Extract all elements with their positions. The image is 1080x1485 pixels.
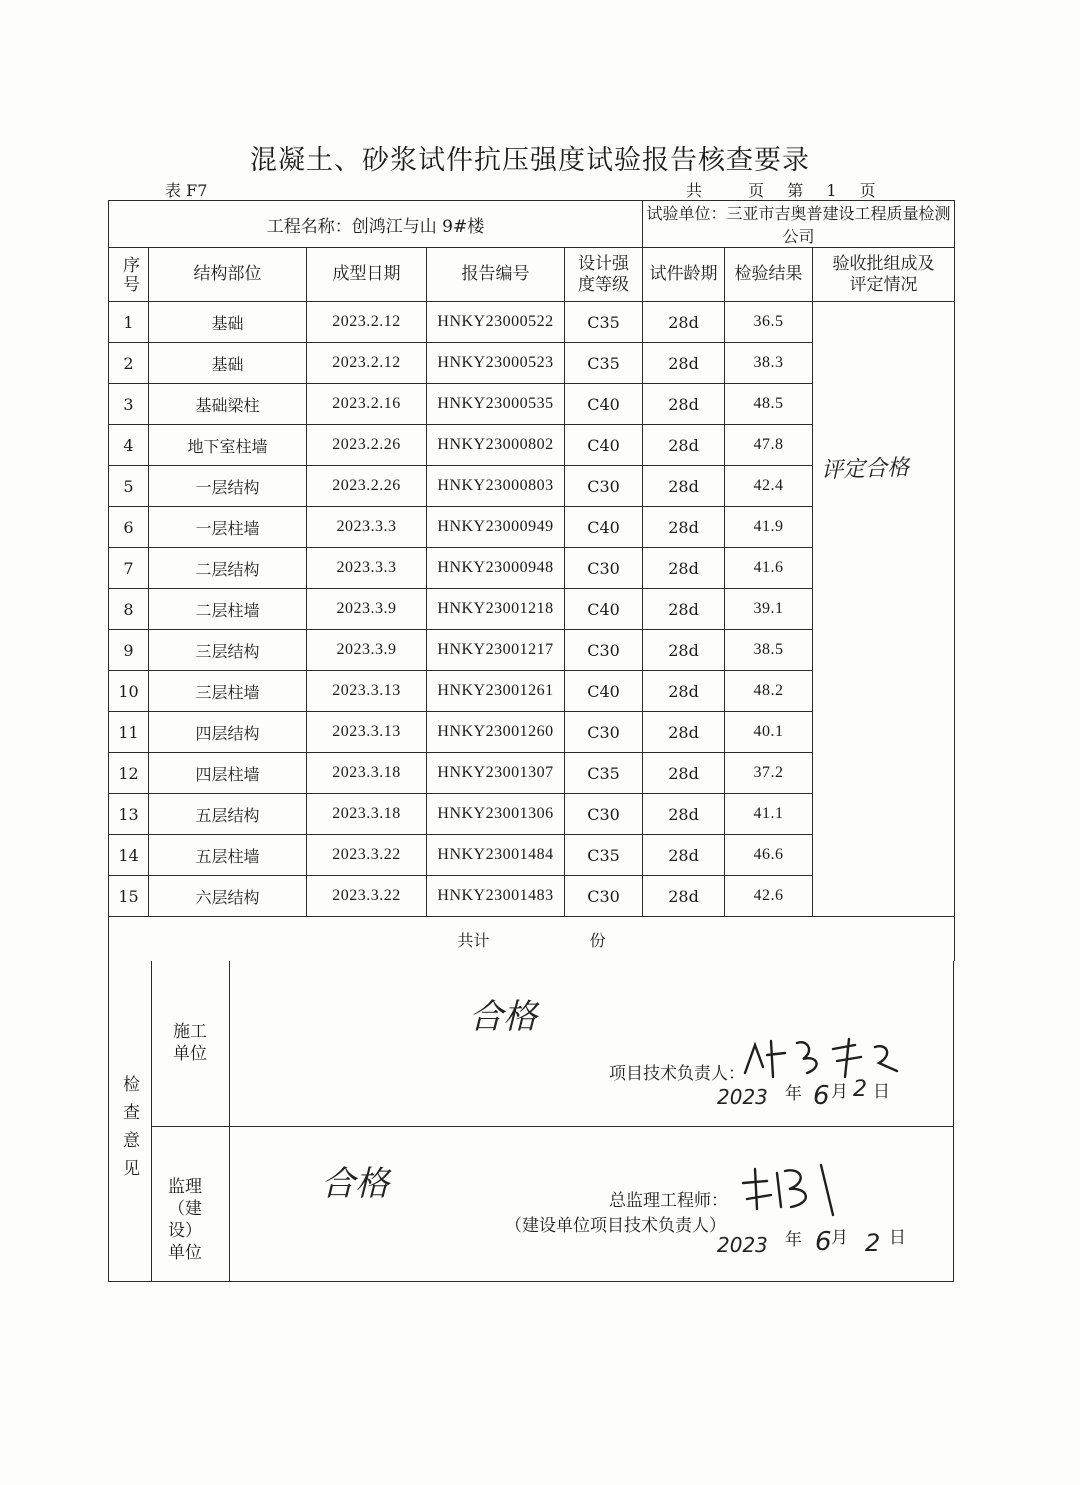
cell-age: 28d bbox=[643, 343, 725, 384]
cell-part: 基础梁柱 bbox=[149, 384, 307, 425]
cell-seq: 7 bbox=[109, 548, 149, 589]
cell-grade: C40 bbox=[565, 507, 643, 548]
cell-result: 42.4 bbox=[725, 466, 813, 507]
cell-part: 基础 bbox=[149, 302, 307, 343]
cell-seq: 11 bbox=[109, 712, 149, 753]
supervision-signer-sublabel: （建设单位项目技术负责人） bbox=[505, 1216, 726, 1236]
cell-age: 28d bbox=[643, 425, 725, 466]
supervision-date-year: 2023 bbox=[717, 1233, 768, 1257]
cell-date: 2023.3.22 bbox=[307, 835, 427, 876]
cell-date: 2023.3.18 bbox=[307, 753, 427, 794]
cell-date: 2023.2.12 bbox=[307, 343, 427, 384]
cell-seq: 10 bbox=[109, 671, 149, 712]
cell-grade: C40 bbox=[565, 425, 643, 466]
report-table bbox=[108, 200, 955, 961]
cell-result: 39.1 bbox=[725, 589, 813, 630]
cell-part: 五层结构 bbox=[149, 794, 307, 835]
cell-seq: 9 bbox=[109, 630, 149, 671]
cell-result: 41.6 bbox=[725, 548, 813, 589]
supervision-signer-label: 总监理工程师： bbox=[609, 1191, 728, 1211]
cell-age: 28d bbox=[643, 794, 725, 835]
total-label: 共计 bbox=[457, 930, 490, 950]
cell-part: 六层结构 bbox=[149, 876, 307, 917]
supervision-unit-cell bbox=[151, 1126, 230, 1281]
cell-report: HNKY23001218 bbox=[427, 589, 565, 630]
cell-seq: 8 bbox=[109, 589, 149, 630]
cell-date: 2023.2.16 bbox=[307, 384, 427, 425]
section-divider bbox=[229, 1126, 953, 1127]
cell-report: HNKY23000949 bbox=[427, 507, 565, 548]
header-grade: 设计强度等级 bbox=[565, 248, 643, 302]
cell-part: 地下室柱墙 bbox=[149, 425, 307, 466]
cell-date: 2023.3.3 bbox=[307, 548, 427, 589]
cell-grade: C30 bbox=[565, 712, 643, 753]
cell-result: 40.1 bbox=[725, 712, 813, 753]
cell-result: 48.2 bbox=[725, 671, 813, 712]
report-table-frame bbox=[108, 200, 954, 1282]
supervision-comment-handwriting: 合格 bbox=[321, 1164, 389, 1204]
cell-grade: C30 bbox=[565, 794, 643, 835]
header-result: 检验结果 bbox=[725, 248, 813, 302]
cell-grade: C30 bbox=[565, 630, 643, 671]
cell-report: HNKY23001261 bbox=[427, 671, 565, 712]
cell-part: 一层结构 bbox=[149, 466, 307, 507]
cell-grade: C30 bbox=[565, 466, 643, 507]
cell-report: HNKY23001484 bbox=[427, 835, 565, 876]
table-row bbox=[109, 302, 955, 343]
cell-grade: C35 bbox=[565, 302, 643, 343]
cell-seq: 15 bbox=[109, 876, 149, 917]
construction-comment-handwriting: 合格 bbox=[469, 997, 537, 1037]
cell-grade: C35 bbox=[565, 343, 643, 384]
cell-part: 二层结构 bbox=[149, 548, 307, 589]
cell-report: HNKY23001306 bbox=[427, 794, 565, 835]
header-part: 结构部位 bbox=[149, 248, 307, 302]
total-row bbox=[109, 917, 955, 962]
cell-seq: 4 bbox=[109, 425, 149, 466]
cell-seq: 13 bbox=[109, 794, 149, 835]
cell-date: 2023.3.22 bbox=[307, 876, 427, 917]
cell-part: 二层柱墙 bbox=[149, 589, 307, 630]
cell-grade: C30 bbox=[565, 548, 643, 589]
inspection-label: 检查意见 bbox=[123, 1075, 140, 1179]
cell-grade: C35 bbox=[565, 753, 643, 794]
document-title: 混凝土、砂浆试件抗压强度试验报告核查要录 bbox=[250, 145, 810, 176]
cell-grade: C35 bbox=[565, 835, 643, 876]
cell-result: 38.5 bbox=[725, 630, 813, 671]
cell-part: 四层结构 bbox=[149, 712, 307, 753]
construction-unit-label: 施工单位 bbox=[173, 1022, 207, 1064]
cell-report: HNKY23001260 bbox=[427, 712, 565, 753]
construction-date-month-label: 月 bbox=[831, 1082, 848, 1102]
construction-date-month: 6 bbox=[813, 1081, 830, 1111]
supervision-date-year-label: 年 bbox=[785, 1230, 802, 1250]
header-report: 报告编号 bbox=[427, 248, 565, 302]
cell-date: 2023.2.26 bbox=[307, 425, 427, 466]
cell-date: 2023.3.3 bbox=[307, 507, 427, 548]
cell-grade: C40 bbox=[565, 384, 643, 425]
cell-seq: 1 bbox=[109, 302, 149, 343]
cell-result: 47.8 bbox=[725, 425, 813, 466]
construction-date-year-label: 年 bbox=[785, 1084, 802, 1104]
header-seq: 序号 bbox=[109, 248, 149, 302]
cell-age: 28d bbox=[643, 630, 725, 671]
cell-seq: 2 bbox=[109, 343, 149, 384]
construction-date-year: 2023 bbox=[717, 1085, 768, 1109]
cell-seq: 14 bbox=[109, 835, 149, 876]
cell-age: 28d bbox=[643, 589, 725, 630]
construction-unit-cell bbox=[151, 961, 230, 1127]
cell-report: HNKY23000802 bbox=[427, 425, 565, 466]
cell-result: 48.5 bbox=[725, 384, 813, 425]
table-body bbox=[109, 302, 955, 917]
cell-age: 28d bbox=[643, 671, 725, 712]
cell-age: 28d bbox=[643, 712, 725, 753]
cell-date: 2023.2.12 bbox=[307, 302, 427, 343]
cell-part: 三层结构 bbox=[149, 630, 307, 671]
cell-part: 基础 bbox=[149, 343, 307, 384]
cell-date: 2023.3.13 bbox=[307, 712, 427, 753]
cell-date: 2023.3.9 bbox=[307, 589, 427, 630]
evaluation-cell bbox=[813, 302, 955, 917]
construction-signature bbox=[737, 1033, 907, 1083]
construction-signer-label: 项目技术负责人： bbox=[609, 1064, 745, 1084]
cell-report: HNKY23001483 bbox=[427, 876, 565, 917]
cell-age: 28d bbox=[643, 466, 725, 507]
supervision-date-day-label: 日 bbox=[889, 1228, 906, 1248]
cell-result: 37.2 bbox=[725, 753, 813, 794]
cell-part: 四层柱墙 bbox=[149, 753, 307, 794]
supervision-date-day: 2 bbox=[865, 1229, 881, 1257]
cell-grade: C40 bbox=[565, 589, 643, 630]
table-header bbox=[109, 248, 955, 302]
cell-age: 28d bbox=[643, 876, 725, 917]
form-number: 表 F7 bbox=[165, 181, 208, 200]
cell-age: 28d bbox=[643, 384, 725, 425]
cell-age: 28d bbox=[643, 507, 725, 548]
cell-part: 一层柱墙 bbox=[149, 507, 307, 548]
header-evaluation: 验收批组成及评定情况 bbox=[813, 248, 955, 302]
cell-date: 2023.3.13 bbox=[307, 671, 427, 712]
cell-seq: 6 bbox=[109, 507, 149, 548]
construction-date-day: 2 bbox=[853, 1077, 867, 1102]
pagination: 共 页 第 1 页 bbox=[686, 181, 876, 200]
cell-result: 41.1 bbox=[725, 794, 813, 835]
inspection-opinion bbox=[108, 961, 954, 1282]
evaluation-note-handwriting: 评定合格 bbox=[820, 455, 910, 484]
cell-date: 2023.3.9 bbox=[307, 630, 427, 671]
cell-age: 28d bbox=[643, 548, 725, 589]
cell-part: 三层柱墙 bbox=[149, 671, 307, 712]
cell-age: 28d bbox=[643, 835, 725, 876]
cell-seq: 5 bbox=[109, 466, 149, 507]
cell-result: 42.6 bbox=[725, 876, 813, 917]
cell-seq: 3 bbox=[109, 384, 149, 425]
inspection-label-cell bbox=[109, 961, 152, 1281]
cell-grade: C40 bbox=[565, 671, 643, 712]
cell-date: 2023.2.26 bbox=[307, 466, 427, 507]
cell-age: 28d bbox=[643, 753, 725, 794]
cell-date: 2023.3.18 bbox=[307, 794, 427, 835]
cell-report: HNKY23001307 bbox=[427, 753, 565, 794]
cell-report: HNKY23000535 bbox=[427, 384, 565, 425]
cell-seq: 12 bbox=[109, 753, 149, 794]
header-age: 试件龄期 bbox=[643, 248, 725, 302]
cell-result: 46.6 bbox=[725, 835, 813, 876]
cell-part: 五层柱墙 bbox=[149, 835, 307, 876]
test-unit: 试验单位：三亚市吉奥普建设工程质量检测公司 bbox=[643, 201, 955, 248]
cell-report: HNKY23000523 bbox=[427, 343, 565, 384]
cell-grade: C30 bbox=[565, 876, 643, 917]
header-date: 成型日期 bbox=[307, 248, 427, 302]
cell-result: 36.5 bbox=[725, 302, 813, 343]
supervision-signature bbox=[737, 1159, 857, 1219]
supervision-date-month-label: 月 bbox=[831, 1228, 848, 1248]
cell-result: 38.3 bbox=[725, 343, 813, 384]
cell-report: HNKY23001217 bbox=[427, 630, 565, 671]
construction-date-day-label: 日 bbox=[873, 1082, 890, 1102]
cell-report: HNKY23000948 bbox=[427, 548, 565, 589]
supervision-unit-label: 监理（建设）单位 bbox=[168, 1177, 202, 1263]
total-unit: 份 bbox=[589, 930, 606, 950]
cell-result: 41.9 bbox=[725, 507, 813, 548]
cell-age: 28d bbox=[643, 302, 725, 343]
cell-report: HNKY23000522 bbox=[427, 302, 565, 343]
project-name: 工程名称：创鸿江与山 9#楼 bbox=[109, 201, 643, 248]
cell-report: HNKY23000803 bbox=[427, 466, 565, 507]
supervision-date-month: 6 bbox=[815, 1227, 832, 1257]
